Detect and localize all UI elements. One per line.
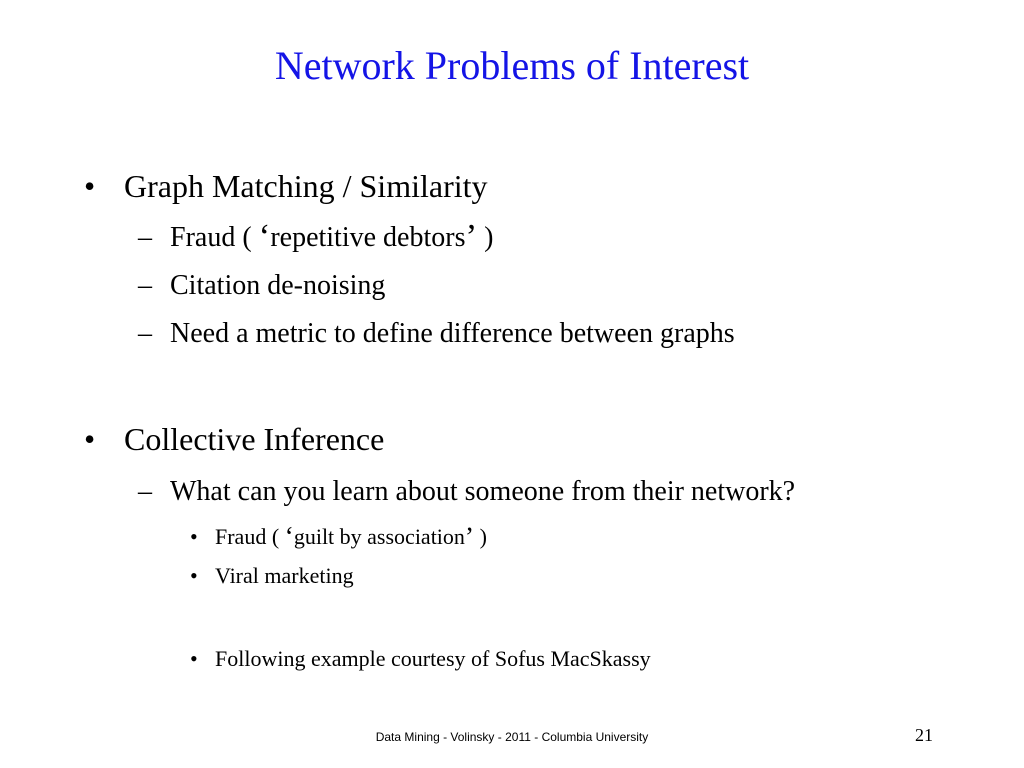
slide-footer: Data Mining - Volinsky - 2011 - Columbia University <box>375 730 649 744</box>
dash-icon: – <box>138 222 152 253</box>
item-text-quoted: repetitive debtors <box>270 222 466 253</box>
slide-title: Network Problems of Interest <box>274 43 750 88</box>
dash-icon: – <box>138 476 152 507</box>
open-quote: ‘ <box>284 520 294 552</box>
sub-item-fraud-guilt <box>215 520 487 552</box>
list-item-what-can-you-learn: What can you learn about someone from their network? <box>170 476 796 507</box>
open-quote: ‘ <box>258 216 271 256</box>
page-number: 21 <box>915 725 933 745</box>
bullet-icon: • <box>84 421 96 457</box>
sub-item-following-example: Following example courtesy of Sofus MacSkassy <box>215 646 651 671</box>
close-quote: ’ <box>465 216 478 256</box>
dash-icon: – <box>138 318 152 349</box>
item-text-post: ) <box>484 222 494 253</box>
bullet-icon: • <box>190 563 198 588</box>
list-item-fraud-repetitive-debtors <box>170 216 494 256</box>
item-text-pre: Fraud ( <box>215 524 280 549</box>
section-heading-graph-matching: Graph Matching / Similarity <box>124 168 488 204</box>
list-item-need-metric: Need a metric to define difference between graphs <box>170 318 735 349</box>
bullet-icon: • <box>190 646 198 671</box>
dash-icon: – <box>138 270 152 301</box>
bullet-icon: • <box>190 524 198 549</box>
bullet-icon: • <box>84 168 96 204</box>
item-text-post: ) <box>479 524 487 549</box>
item-text-quoted: guilt by association <box>293 524 465 549</box>
section-heading-collective-inference: Collective Inference <box>124 421 385 457</box>
sub-item-viral-marketing: Viral marketing <box>215 563 354 588</box>
list-item-citation-denoising: Citation de-noising <box>170 270 386 301</box>
close-quote: ’ <box>464 520 475 552</box>
item-text-pre: Fraud ( <box>170 222 252 253</box>
